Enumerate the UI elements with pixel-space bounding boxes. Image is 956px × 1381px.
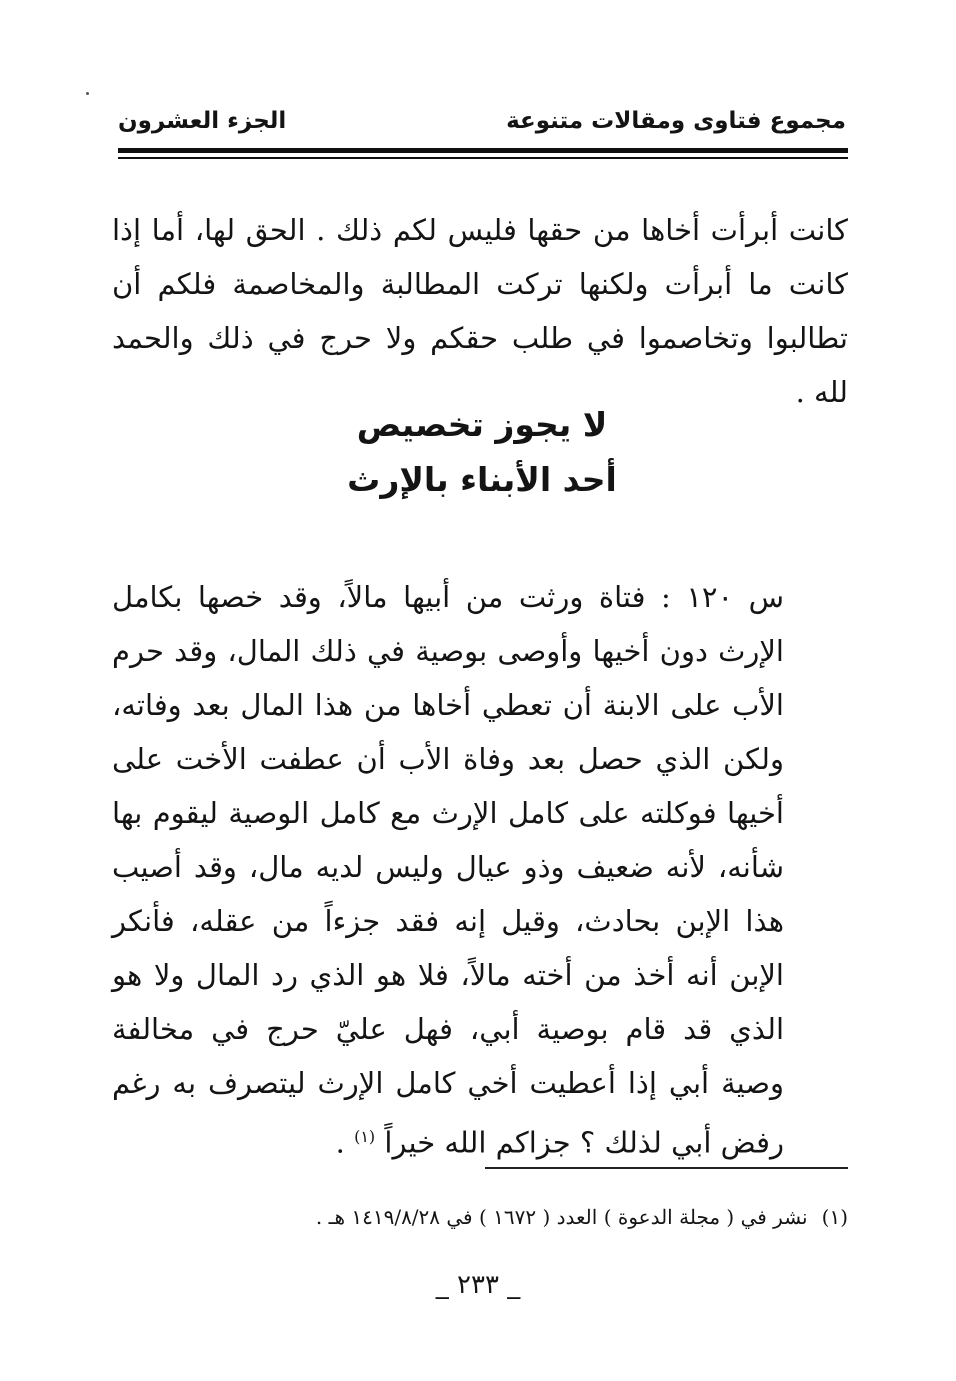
question-end: . <box>335 1125 345 1160</box>
volume-label: الجزء العشرون <box>118 108 287 134</box>
footnote <box>316 1205 848 1229</box>
page-number: _ ٢٣٣ _ <box>435 1270 521 1300</box>
footnote-marker: (١) <box>821 1205 848 1229</box>
fatwa-heading-line-1: لا يجوز تخصيص <box>356 405 608 444</box>
question-paragraph <box>112 570 784 1170</box>
fatwa-heading-line-2: أحد الأبناء بالإرث <box>347 460 617 499</box>
header-rule-thin <box>118 157 848 159</box>
continued-answer-paragraph <box>112 203 848 419</box>
footnote-separator <box>485 1167 848 1169</box>
question-text: س ١٢٠ : فتاة ورثت من أبيها مالاً، وقد خصها بكامل الإرث دون أخيها وأوصى بوصية في ذلك المال، وقد حرم الأب على الابنة أن تعطي أخاها من هذا المال بعد وفاته، ولكن الذي حصل بعد وفاة الأب أن عطفت الأخت على أخيها فوكلته على كامل الإرث مع كامل الوصية ليقوم بها شأنه، لأنه ضعيف وذو عيال وليس لديه مال، وقد أصيب هذا الإبن بحادث، وقيل إنه فقد جزءاً من عقله، فأنكر الإبن أنه أخذ من أخته مالاً، فلا هو الذي رد المال ولا هو الذي قد قام بوصية أبي، فهل عليّ حرج في مخالفة وصية أبي إذا أعطيت أخي كامل الإرث ليتصرف به رغم رفض أبي لذلك ؟ جزاكم الله خيراً <box>112 580 784 1160</box>
footnote-reference: (١) <box>354 1127 376 1146</box>
footnote-text: نشر في ( مجلة الدعوة ) العدد ( ١٦٧٢ ) في ١٤١٩/٨/٢٨ هـ . <box>315 1205 808 1229</box>
running-header <box>118 108 846 142</box>
question-body <box>112 570 784 1170</box>
paragraph-text: كانت أبرأت أخاها من حقها فليس لكم ذلك . الحق لها، أما إذا كانت ما أبرأت ولكنها تركت المطالبة والمخاصمة فلكم أن تطالبوا وتخاصموا في طلب حقكم ولا حرج في ذلك والحمد لله . <box>112 213 848 409</box>
header-rule-thick <box>118 148 848 153</box>
book-title: مجموع فتاوى ومقالات متنوعة <box>506 108 846 134</box>
scan-speck <box>86 92 89 95</box>
